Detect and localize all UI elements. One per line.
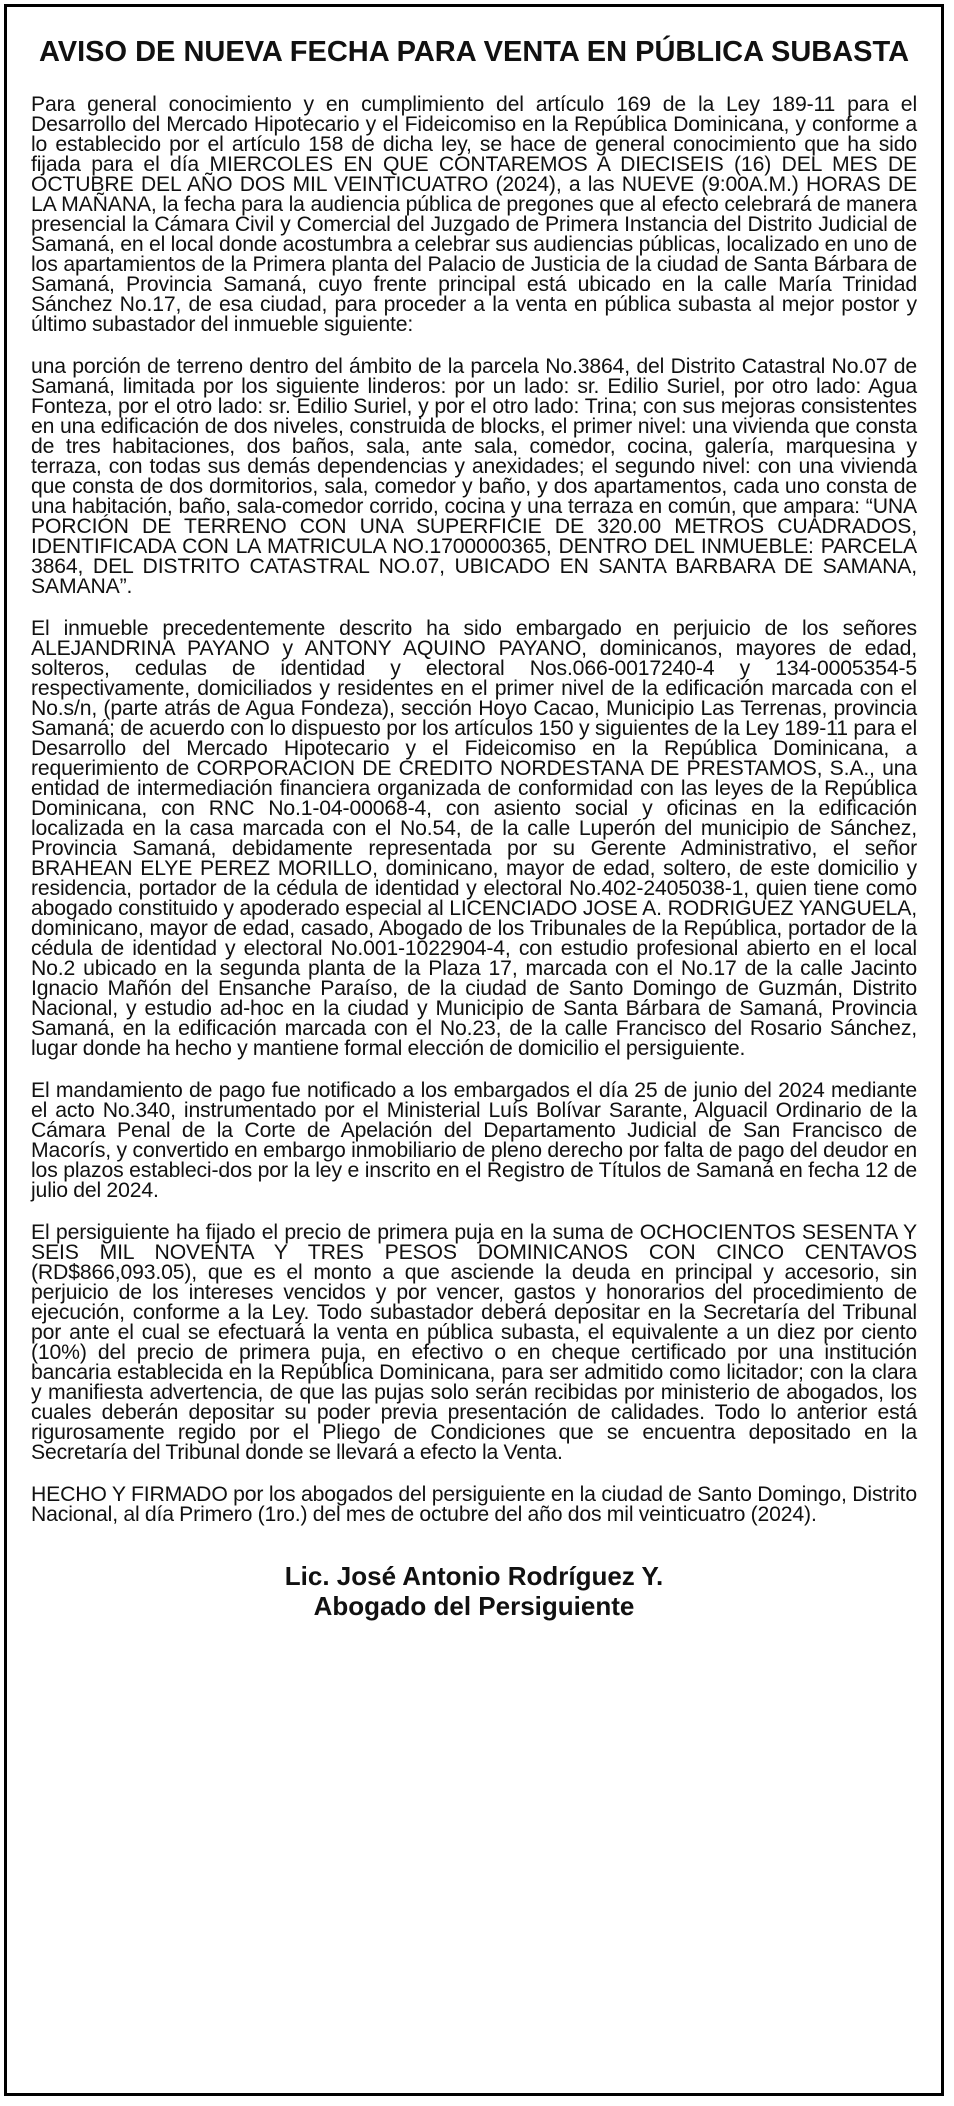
- signature-block: [31, 1561, 917, 1621]
- signature-name: Lic. José Antonio Rodríguez Y.: [284, 1560, 664, 1591]
- paragraph-payment-order: El mandamiento de pago fue notificado a los embargados el día 25 de junio del 2024 mediante el acto No.340, instrumentado por el Ministerial Luís Bolívar Sarante, Alguacil Ordinario de la Cámara Penal de la Corte de Apelación del Departamento Judicial de San Francisco de Macorís, y convertido en embargo inmobiliario de pleno derecho por falta de pago del deudor en los plazos estableci-dos por la ley e inscrito en el Registro de Títulos de Samaná en fecha 12 de julio del 2024.: [31, 1078, 917, 1202]
- notice-title: AVISO DE NUEVA FECHA PARA VENTA EN PÚBLICA SUBASTA: [38, 36, 910, 68]
- paragraph-property-description: una porción de terreno dentro del ámbito de la parcela No.3864, del Distrito Catastral No.07 de Samaná, limitada por los siguiente linderos: por un lado: sr. Edilio Suriel, por otro lado: Agua Fonteza, por el otro lado: sr. Edilio Suriel, y por el otro lado: Trina; con sus mejoras consistentes en una edificación de dos niveles, construida de blocks, el primer nivel: una vivienda que consta de tres habitaciones, dos baños, sala, ante sala, comedor, cocina, galería, marquesina y terraza, con todas sus demás dependencias y anexidades; el segundo nivel: con una vivienda que consta de dos dormitorios, sala, comedor y baño, y dos apartamentos, cada uno consta de una habitación, baño, sala-comedor corrido, cocina y una terraza en común, que ampara: “UNA PORCIÓN DE TERRENO CON UNA SUPERFICIE DE 320.00 METROS CUADRADOS, IDENTIFICADA CON LA MATRICULA NO.1700000365, DENTRO DEL INMUEBLE: PARCELA 3864, DEL DISTRITO CATASTRAL NO.07, UBICADO EN SANTA BARBARA DE SAMANA, SAMANA”.: [31, 354, 917, 598]
- paragraph-seizure-parties: El inmueble precedentemente descrito ha sido embargado en perjuicio de los señores ALEJANDRINA PAYANO y ANTONY AQUINO PAYANO, dominicanos, mayores de edad, solteros, cedulas de identidad y electoral Nos.066-0017240-4 y 134-0005354-5 respectivamente, domiciliados y residentes en el primer nivel de la edificación marcada con el No.s/n, (parte atrás de Agua Fondeza), sección Hoyo Cacao, Municipio Las Terrenas, provincia Samaná; de acuerdo con lo dispuesto por los artículos 150 y siguientes de la Ley 189-11 para el Desarrollo del Mercado Hipotecario y el Fideicomiso en la República Dominicana, a requerimiento de CORPORACION DE CREDITO NORDESTANA DE PRESTAMOS, S.A., una entidad de intermediación financiera organizada de conformidad con las leyes de la República Dominicana, con RNC No.1-04-00068-4, con asiento social y oficinas en la edificación localizada en la casa marcada con el No.54, de la calle Luperón del municipio de Sánchez, Provincia Samaná, debidamente representada por su Gerente Administrativo, el señor BRAHEAN ELYE PEREZ MORILLO, dominicano, mayor de edad, soltero, de este domicilio y residencia, portador de la cédula de identidad y electoral No.402-2405038-1, quien tiene como abogado constituido y apoderado especial al LICENCIADO JOSE A. RODRIGUEZ YANGUELA, dominicano, mayor de edad, casado, Abogado de los Tribunales de la República, portador de la cédula de identidad y electoral No.001-1022904-4, con estudio profesional abierto en el local No.2 ubicado en la segunda planta de la Plaza 17, marcada con el No.17 de la calle Jacinto Ignacio Mañón del Ensanche Paraíso, de la ciudad de Santo Domingo de Guzmán, Distrito Nacional, y estudio ad-hoc en la ciudad y Municipio de Santa Bárbara de Samaná, Provincia Samaná, en la edificación marcada con el No.23, de la calle Francisco del Rosario Sánchez, lugar donde ha hecho y mantiene formal elección de domicilio el persiguiente.: [31, 616, 917, 1060]
- legal-notice-content: [31, 37, 917, 1621]
- legal-notice-frame: [4, 4, 944, 2096]
- paragraph-auction-date: Para general conocimiento y en cumplimiento del artículo 169 de la Ley 189-11 para el Desarrollo del Mercado Hipotecario y el Fideicomiso en la República Dominicana, y conforme a lo establecido por el artículo 158 de dicha ley, se hace de general conocimiento que ha sido fijada para el día MIERCOLES EN QUE CONTAREMOS A DIECISEIS (16) DEL MES DE OCTUBRE DEL AÑO DOS MIL VEINTICUATRO (2024), a las NUEVE (9:00A.M.) HORAS DE LA MAÑANA, la fecha para la audiencia pública de pregones que al efecto celebrará de manera presencial la Cámara Civil y Comercial del Juzgado de Primera Instancia del Distrito Judicial de Samaná, en el local donde acostumbra a celebrar sus audiencias públicas, localizado en uno de los apartamientos de la Primera planta del Palacio de Justicia de la ciudad de Santa Bárbara de Samaná, Provincia Samaná, cuyo frente principal está ubicado en la calle María Trinidad Sánchez No.17, de esa ciudad, para proceder a la venta en pública subasta al mejor postor y último subastador del inmueble siguiente:: [31, 92, 917, 336]
- paragraph-bid-price: El persiguiente ha fijado el precio de primera puja en la suma de OCHOCIENTOS SESENTA Y SEIS MIL NOVENTA Y TRES PESOS DOMINICANOS CON CINCO CENTAVOS (RD$866,093.05), que es el monto a que asciende la deuda en principal y accesorio, sin perjuicio de los intereses vencidos y por vencer, gastos y honorarios del procedimiento de ejecución, conforme a la Ley. Todo subastador deberá depositar en la Secretaría del Tribunal por ante el cual se efectuará la venta en pública subasta, el equivalente a un diez por ciento (10%) del precio de primera puja, en efectivo o en cheque certificado por una institución bancaria establecida en la República Dominicana, para ser admitido como licitador; con la clara y manifiesta advertencia, de que las pujas solo serán recibidas por ministerio de abogados, los cuales deberán depositar su poder previa presentación de calidades. Todo lo anterior está rigurosamente regido por el Pliego de Condiciones que se encuentra depositado en la Secretaría del Tribunal donde se llevará a efecto la Venta.: [31, 1220, 917, 1464]
- paragraph-signed-statement: HECHO Y FIRMADO por los abogados del persiguiente en la ciudad de Santo Domingo, Distrito Nacional, al día Primero (1ro.) del mes de octubre del año dos mil veinticuatro (2024).: [31, 1482, 917, 1526]
- signature-role: Abogado del Persiguiente: [313, 1590, 635, 1621]
